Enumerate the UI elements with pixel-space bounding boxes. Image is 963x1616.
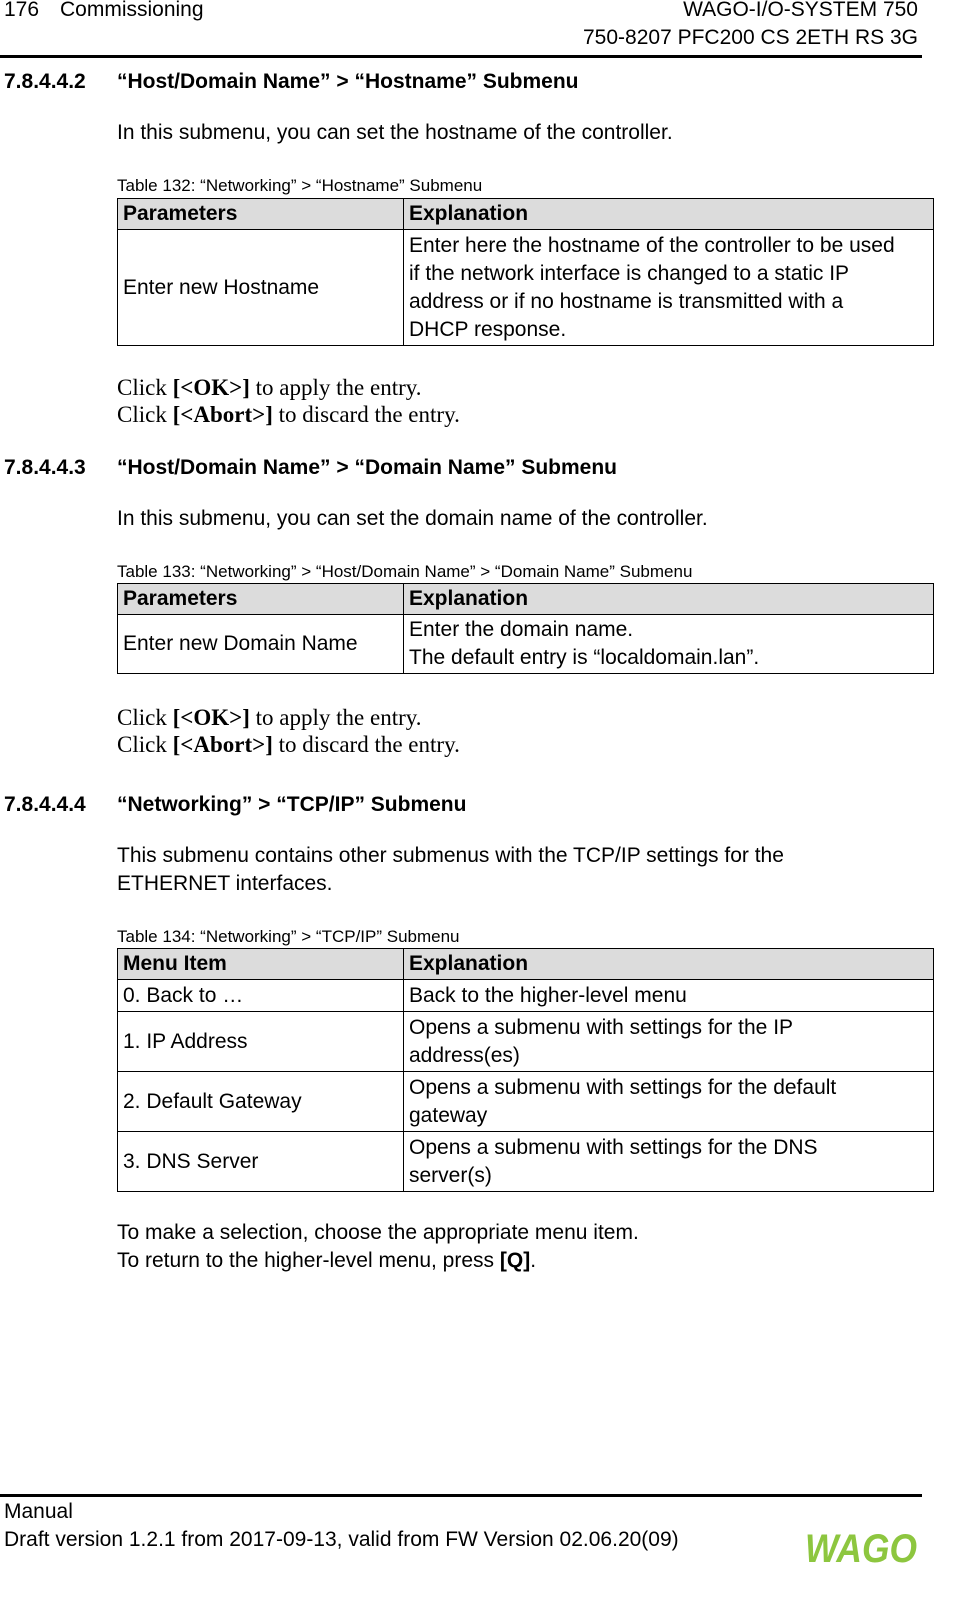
abort-instruction: Click [<Abort>] to discard the entry. — [117, 402, 460, 427]
intro-text: In this submenu, you can set the hostname of the controller. — [117, 121, 673, 144]
cell: Enter new Domain Name — [118, 615, 404, 674]
cell: Opens a submenu with settings for the IP address(es) — [404, 1012, 934, 1072]
cell: Enter here the hostname of the controller to be used if the network interface is changed to a static IP address or if no hostname is transmitted with a DHCP response. — [404, 230, 934, 346]
col-header: Explanation — [404, 584, 934, 615]
wago-logo — [803, 1526, 919, 1573]
header-rule — [0, 55, 922, 58]
ok-instruction: Click [<OK>] to apply the entry. — [117, 705, 422, 730]
cell: 2. Default Gateway — [118, 1072, 404, 1132]
section-number: 7.8.4.4.3 — [4, 456, 86, 479]
table-row — [118, 230, 934, 346]
intro-text: In this submenu, you can set the domain name of the controller. — [117, 507, 708, 530]
svg-text:WAGO: WAGO — [805, 1527, 917, 1571]
cell: Opens a submenu with settings for the default gateway — [404, 1072, 934, 1132]
table-caption: Table 134: “Networking” > “TCP/IP” Submenu — [117, 927, 460, 946]
table-hostname — [117, 198, 934, 346]
header-section: Commissioning — [60, 0, 204, 21]
table-row — [118, 1132, 934, 1192]
table-row — [118, 615, 934, 674]
section-number: 7.8.4.4.2 — [4, 70, 86, 93]
cell: Opens a submenu with settings for the DNS server(s) — [404, 1132, 934, 1192]
cell: 1. IP Address — [118, 1012, 404, 1072]
page-number: 176 — [4, 0, 40, 21]
section-title: “Networking” > “TCP/IP” Submenu — [117, 793, 467, 816]
cell: 0. Back to … — [118, 980, 404, 1012]
footer-manual: Manual — [4, 1500, 73, 1523]
intro-text: This submenu contains other submenus with the TCP/IP settings for the — [117, 844, 784, 867]
outro-text: To make a selection, choose the appropriate menu item. — [117, 1221, 639, 1244]
table-tcpip — [117, 948, 934, 1192]
ok-instruction: Click [<OK>] to apply the entry. — [117, 375, 422, 400]
table-domain-name — [117, 583, 934, 674]
intro-text: ETHERNET interfaces. — [117, 872, 333, 895]
col-header: Explanation — [404, 949, 934, 980]
footer-rule — [0, 1494, 922, 1497]
header-product: WAGO-I/O-SYSTEM 750 — [683, 0, 918, 21]
table-row — [118, 1012, 934, 1072]
table-row — [118, 980, 934, 1012]
header-model: 750-8207 PFC200 CS 2ETH RS 3G — [583, 26, 918, 49]
table-row — [118, 1072, 934, 1132]
table-caption: Table 132: “Networking” > “Hostname” Submenu — [117, 176, 483, 195]
col-header: Explanation — [404, 199, 934, 230]
cell: Enter new Hostname — [118, 230, 404, 346]
table-caption: Table 133: “Networking” > “Host/Domain Name” > “Domain Name” Submenu — [117, 562, 693, 581]
section-number: 7.8.4.4.4 — [4, 793, 86, 816]
outro-text: To return to the higher-level menu, press [Q]. — [117, 1249, 537, 1272]
section-title: “Host/Domain Name” > “Domain Name” Submenu — [117, 456, 618, 479]
section-title: “Host/Domain Name” > “Hostname” Submenu — [117, 70, 579, 93]
footer-draft: Draft version 1.2.1 from 2017-09-13, valid from FW Version 02.06.20(09) — [4, 1528, 679, 1551]
cell: 3. DNS Server — [118, 1132, 404, 1192]
col-header: Parameters — [118, 199, 404, 230]
abort-instruction: Click [<Abort>] to discard the entry. — [117, 732, 460, 757]
cell: Back to the higher-level menu — [404, 980, 934, 1012]
col-header: Menu Item — [118, 949, 404, 980]
col-header: Parameters — [118, 584, 404, 615]
cell: Enter the domain name. The default entry is “localdomain.lan”. — [404, 615, 934, 674]
